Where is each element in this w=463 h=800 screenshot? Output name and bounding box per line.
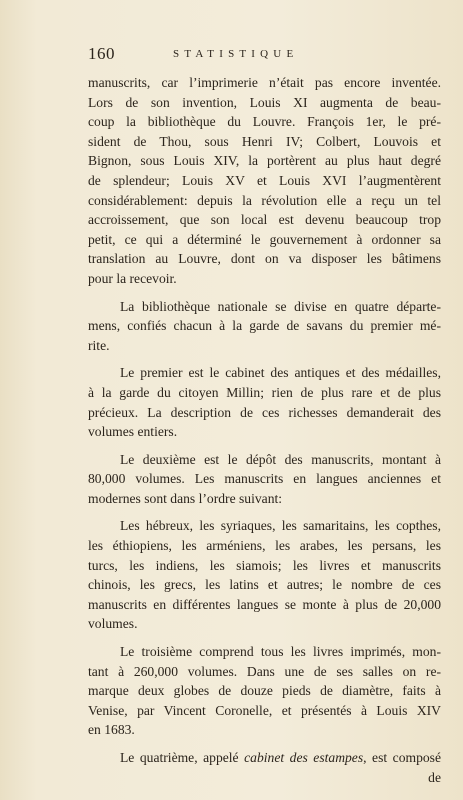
text-line: manuscrits en différentes langues se monte à plus de 20,000 [88,596,441,612]
text-line: accroissement, que son local est devenu beaucoup trop [88,212,441,228]
text-line: marque deux globes de douze pieds de diamètre, faits à [88,683,441,699]
text-line: les éthiopiens, les arméniens, les arabes, les persans, les [88,538,441,554]
text-line: Lors de son invention, Louis XI augmenta de beau- [88,94,441,110]
paragraph-5 [88,516,441,634]
text-line: tant à 260,000 volumes. Dans une de ses salles on re- [88,663,441,679]
text-line: Venise, par Vincent Coronelle, et présentés à Louis XIV [88,702,441,718]
text-line: Bignon, sous Louis XIV, la portèrent au plus haut degré [88,153,441,169]
text-line: sident de Thou, sous Henri IV; Colbert, Louvois et [88,133,441,149]
text-line: rite. [88,337,110,353]
paragraph-2 [88,297,441,356]
text-line: Le troisième comprend tous les livres imprimés, mon- [120,644,441,660]
italic-term: cabinet des estampes [244,750,364,765]
paragraph-4 [88,450,441,509]
running-title: STATISTIQUE [173,48,299,60]
text-line: modernes sont dans l’ordre suivant: [88,490,283,506]
paragraph-7 [88,748,441,787]
page-header [88,44,443,68]
text-line: précieux. La description de ces richesses demanderait des [88,404,441,420]
text-segment: , est composé [363,750,441,765]
page-number: 160 [88,44,115,63]
text-segment: Le quatrième, appelé [120,750,239,765]
text-line: en 1683. [88,722,135,738]
text-line: manuscrits, car l’imprimerie n’était pas encore inventée. [88,75,441,90]
paragraph-6 [88,642,441,740]
text-line [88,748,441,768]
text-line: turcs, les indiens, les siamois; les livres et manuscrits [88,557,441,573]
text-line: à la garde du citoyen Millin; rien de plus rare et de plus [88,384,441,400]
paragraph-1 [88,73,441,289]
text-line: Les hébreux, les syriaques, les samaritains, les copthes, [120,518,441,534]
body-text [88,73,441,787]
text-line: coup la bibliothèque du Louvre. François 1er, le pré- [88,114,441,130]
text-line: volumes entiers. [88,424,178,440]
text-line: La bibliothèque nationale se divise en quatre départe- [120,298,441,314]
text-line: 80,000 volumes. Les manuscrits en langues anciennes et [88,471,441,487]
text-line: considérablement: depuis la révolution elle a reçu un tel [88,192,441,208]
text-line: volumes. [88,616,138,632]
paragraph-3 [88,363,441,441]
text-line: mens, confiés chacun à la garde de savans du premier mé- [88,318,441,334]
text-line: petit, ce qui a déterminé le gouvernement à ordonner sa [88,231,441,247]
text-line: Le deuxième est le dépôt des manuscrits, montant à [120,451,441,467]
text-line: de splendeur; Louis XV et Louis XVI l’augmentèrent [88,172,441,188]
text-line: chinois, les grecs, les latins et autres; le nombre de ces [88,577,441,593]
text-line: translation au Louvre, dont on va disposer les bâtimens [88,251,441,267]
text-line: pour la recevoir. [88,270,177,286]
catchword: de [428,769,441,785]
text-line: Le premier est le cabinet des antiques et des médailles, [120,365,441,381]
